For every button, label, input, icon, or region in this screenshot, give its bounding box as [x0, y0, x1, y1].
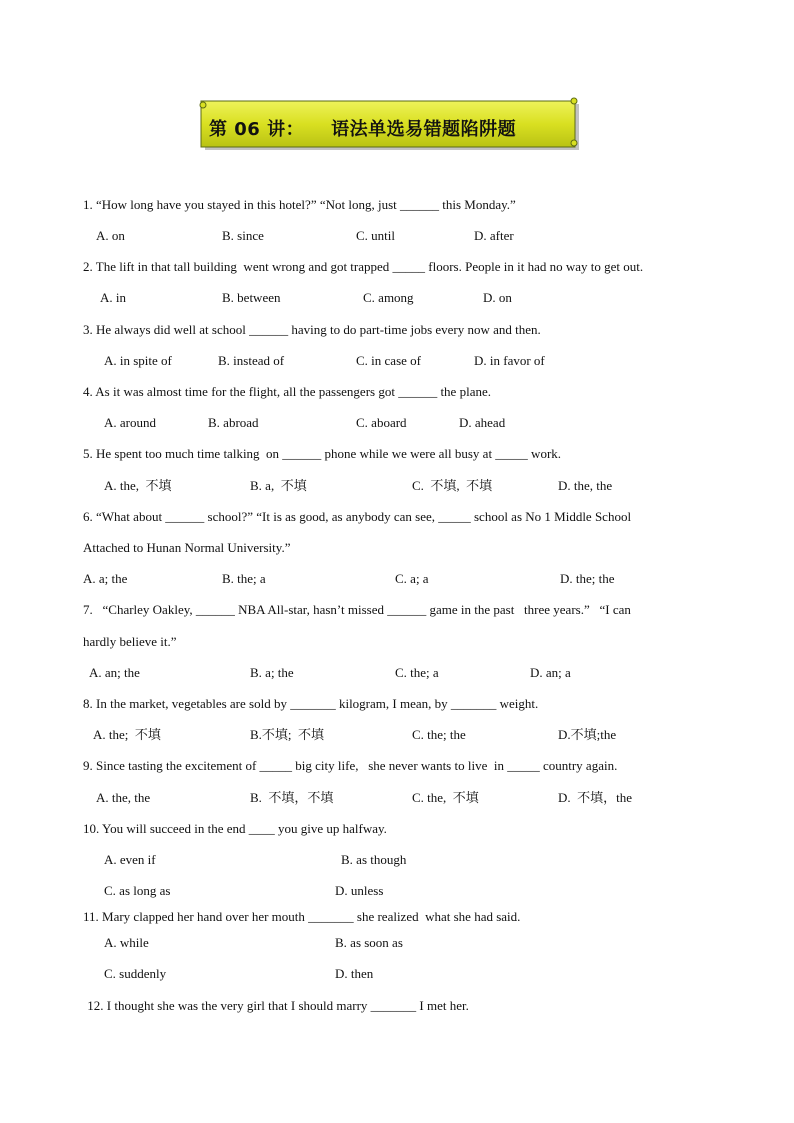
question-5-stem: 5. He spent too much time talking on ______ phone while we were all busy at _____ work.: [83, 446, 562, 461]
question-3-stem: 3. He always did well at school ______ having to do part-time jobs every now and then.: [83, 322, 541, 337]
question-7-stem-continued: hardly believe it.”: [83, 634, 177, 649]
question-6-option-c: C. a; a: [395, 571, 429, 586]
question-10-option-a: A. even if: [104, 852, 156, 867]
question-11-option-a: A. while: [104, 935, 149, 950]
question-3-option-a: A. in spite of: [104, 353, 172, 368]
question-4-stem: 4. As it was almost time for the flight, all the passengers got ______ the plane.: [83, 384, 491, 399]
question-9-option-c: C. the, 不填: [412, 790, 479, 805]
question-9-option-b: B. 不填，不填: [250, 790, 334, 805]
question-1-option-b: B. since: [222, 228, 264, 243]
question-6-stem-continued: Attached to Hunan Normal University.”: [83, 540, 291, 555]
question-8-option-c: C. the; the: [412, 727, 466, 742]
question-4-option-b: B. abroad: [208, 415, 259, 430]
question-8-option-a: A. the; 不填: [93, 727, 161, 742]
question-5-option-c: C. 不填, 不填: [412, 478, 493, 493]
question-8-option-b: B.不填; 不填: [250, 727, 325, 742]
question-2-stem: 2. The lift in that tall building went wrong and got trapped _____ floors. People in it had no way to get out.: [83, 259, 644, 274]
question-2-option-b: B. between: [222, 290, 281, 305]
question-3-option-d: D. in favor of: [474, 353, 545, 368]
question-6-stem: 6. “What about ______ school?” “It is as good, as anybody can see, _____ school as No 1 Middle School: [83, 509, 632, 524]
question-11-option-b: B. as soon as: [335, 935, 403, 950]
question-6-option-b: B. the; a: [222, 571, 266, 586]
question-4-option-c: C. aboard: [356, 415, 407, 430]
question-7-option-a: A. an; the: [89, 665, 140, 680]
page-title: 第 06 讲： 语法单选易错题陷阱题: [209, 119, 517, 140]
question-9-option-d: D. 不填，the: [558, 790, 633, 805]
question-2-option-d: D. on: [483, 290, 512, 305]
question-1-option-a: A. on: [96, 228, 125, 243]
question-7-option-b: B. a; the: [250, 665, 294, 680]
question-1-option-c: C. until: [356, 228, 396, 243]
question-10-stem: 10. You will succeed in the end ____ you give up halfway.: [83, 821, 387, 836]
question-10-option-d: D. unless: [335, 883, 384, 898]
question-7-option-c: C. the; a: [395, 665, 439, 680]
question-11-option-d: D. then: [335, 966, 374, 981]
question-10-option-c: C. as long as: [104, 883, 171, 898]
question-9-stem: 9. Since tasting the excitement of _____ big city life, she never wants to live in _____ country again.: [83, 758, 618, 773]
question-1-option-d: D. after: [474, 228, 514, 243]
question-4-option-d: D. ahead: [459, 415, 506, 430]
question-3-option-b: B. instead of: [218, 353, 285, 368]
question-11-option-c: C. suddenly: [104, 966, 167, 981]
question-11-stem: 11. Mary clapped her hand over her mouth _______ she realized what she had said.: [83, 909, 521, 924]
question-6-option-a: A. a; the: [83, 571, 128, 586]
question-8-stem: 8. In the market, vegetables are sold by _______ kilogram, I mean, by _______ weight.: [83, 696, 539, 711]
question-12-stem: 12. I thought she was the very girl that I should marry _______ I met her.: [84, 998, 469, 1013]
question-9-option-a: A. the, the: [96, 790, 151, 805]
question-5-option-a: A. the, 不填: [104, 478, 172, 493]
question-2-option-c: C. among: [363, 290, 414, 305]
question-4-option-a: A. around: [104, 415, 156, 430]
title-banner: [197, 97, 581, 153]
question-3-option-c: C. in case of: [356, 353, 421, 368]
question-5-option-b: B. a, 不填: [250, 478, 307, 493]
question-8-option-d: D.不填;the: [558, 727, 617, 742]
question-6-option-d: D. the; the: [560, 571, 615, 586]
question-10-option-b: B. as though: [341, 852, 407, 867]
question-7-option-d: D. an; a: [530, 665, 571, 680]
question-2-option-a: A. in: [100, 290, 126, 305]
question-7-stem: 7. “Charley Oakley, ______ NBA All-star, hasn’t missed ______ game in the past three years.” “I can: [83, 602, 631, 617]
question-5-option-d: D. the, the: [558, 478, 613, 493]
question-1-stem: 1. “How long have you stayed in this hotel?” “Not long, just ______ this Monday.”: [83, 197, 516, 212]
